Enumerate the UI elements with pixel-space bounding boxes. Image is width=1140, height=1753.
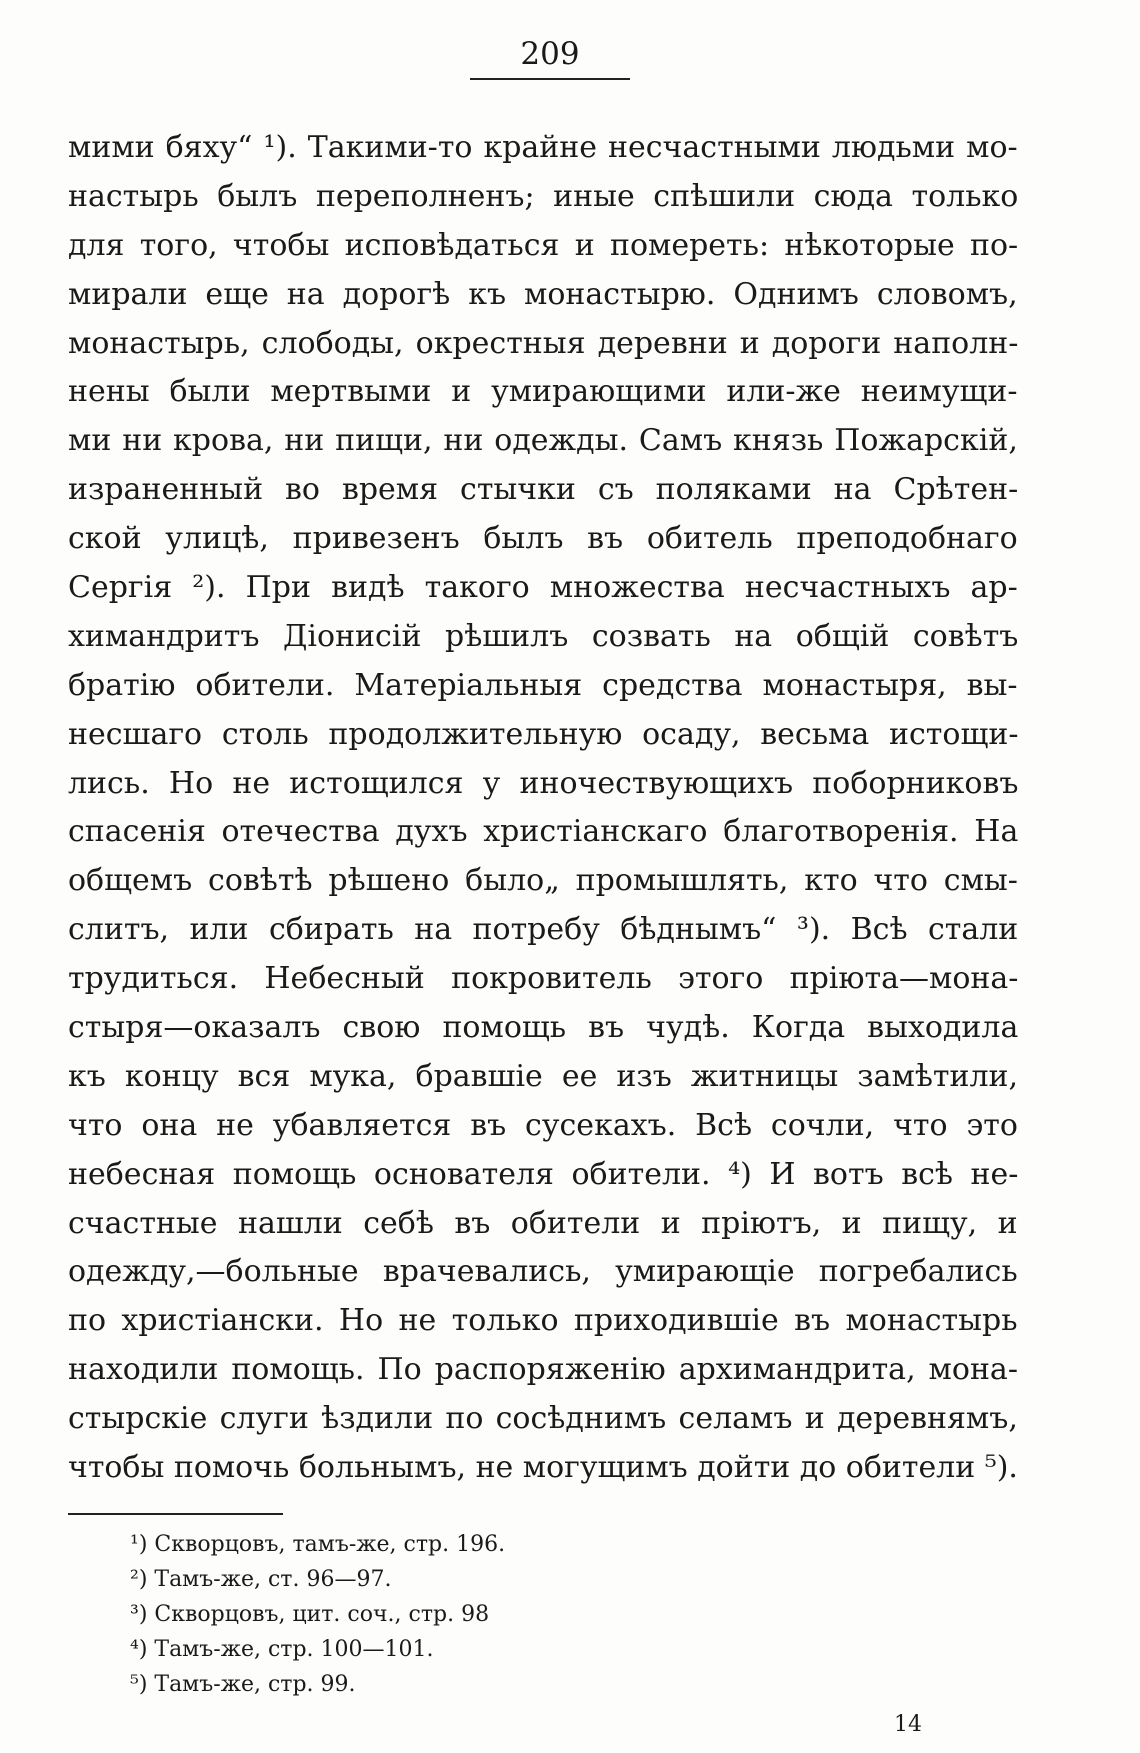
text-line: израненный во время стычки съ поляками на Срѣтен- [68, 472, 1019, 508]
text-line: слитъ, или сбирать на потребу бѣднымъ“ ³). Всѣ стали [68, 912, 1019, 948]
text-line: общемъ совѣтѣ рѣшено было„ промышлять, кто что смы- [68, 863, 1018, 899]
footnote: ¹) Скворцовъ, тамъ-же, стр. 196. [130, 1532, 506, 1557]
text-line: мими бяху“ ¹). Такими-то крайне несчастными людьми мо- [68, 130, 1018, 165]
footnotes [130, 1527, 830, 1702]
text-line: стыря—оказалъ свою помощь въ чудѣ. Когда выходила [68, 1010, 1019, 1046]
text-line: къ концу вся мука, бравшіе ее изъ житницы замѣтили, [68, 1058, 1019, 1094]
text-line: ми ни крова, ни пищи, ни одежды. Самъ князь Пожарскій, [68, 423, 1018, 459]
text-line: настырь былъ переполненъ; иные спѣшили сюда только [68, 178, 1019, 214]
text-line: стырскіе слуги ѣздили по сосѣднимъ селамъ и деревнямъ, [68, 1401, 1018, 1437]
text-line: мирали еще на дорогѣ къ монастырю. Однимъ словомъ, [68, 276, 1018, 312]
text-line: братію обители. Матеріальныя средства монастыря, вы- [68, 667, 1018, 703]
page-number: 209 [520, 36, 580, 72]
text-line: для того, чтобы исповѣдаться и помереть: нѣкоторые по- [68, 227, 1019, 263]
text-line: химандритъ Діонисій рѣшилъ созвать на общій совѣтъ [68, 618, 1019, 654]
footnote: ²) Тамъ-же, ст. 96—97. [130, 1567, 392, 1592]
text-line: чтобы помочь больнымъ, не могущимъ дойти до обители ⁵). [68, 1450, 1018, 1486]
footnote-rule [68, 1513, 283, 1515]
text-line: небесная помощь основателя обители. ⁴) И вотъ всѣ не- [68, 1156, 1019, 1192]
text-line: по христіански. Но не только приходившіе въ монастырь [68, 1303, 1018, 1339]
text-line: несшаго столь продолжительную осаду, весьма истощи- [68, 716, 1019, 752]
footnote: ⁴) Тамъ-же, стр. 100—101. [130, 1637, 434, 1662]
text-line: что она не убавляется въ сусекахъ. Всѣ сочли, что это [68, 1107, 1018, 1143]
body-text [68, 124, 1018, 1493]
text-line: ской улицѣ, привезенъ былъ въ обитель преподобнаго [68, 521, 1018, 557]
text-line: спасенія отечества духъ христіанскаго благотворенія. На [68, 814, 1019, 850]
text-line: счастные нашли себѣ въ обители и пріютъ, и пищу, и [68, 1205, 1018, 1241]
text-line: находили помощь. По распоряженію архимандрита, мона- [68, 1352, 1018, 1388]
text-line: одежду,—больные врачевались, умирающіе погребались [68, 1254, 1018, 1290]
printer-signature-mark: 14 [894, 1712, 922, 1737]
text-line: Сергія ²). При видѣ такого множества несчастныхъ ар- [68, 570, 1018, 606]
footnote: ³) Скворцовъ, цит. соч., стр. 98 [130, 1602, 490, 1627]
text-line: лись. Но не истощился у иночествующихъ поборниковъ [68, 765, 1019, 801]
footnote: ⁵) Тамъ-же, стр. 99. [130, 1672, 356, 1697]
text-line: монастырь, слободы, окрестныя деревни и дороги наполн- [68, 325, 1019, 361]
text-line: трудиться. Небесный покровитель этого пріюта—мона- [68, 961, 1019, 997]
text-line: нены были мертвыми и умирающими или-же неимущи- [68, 374, 1018, 410]
page-number-rule [470, 78, 630, 80]
